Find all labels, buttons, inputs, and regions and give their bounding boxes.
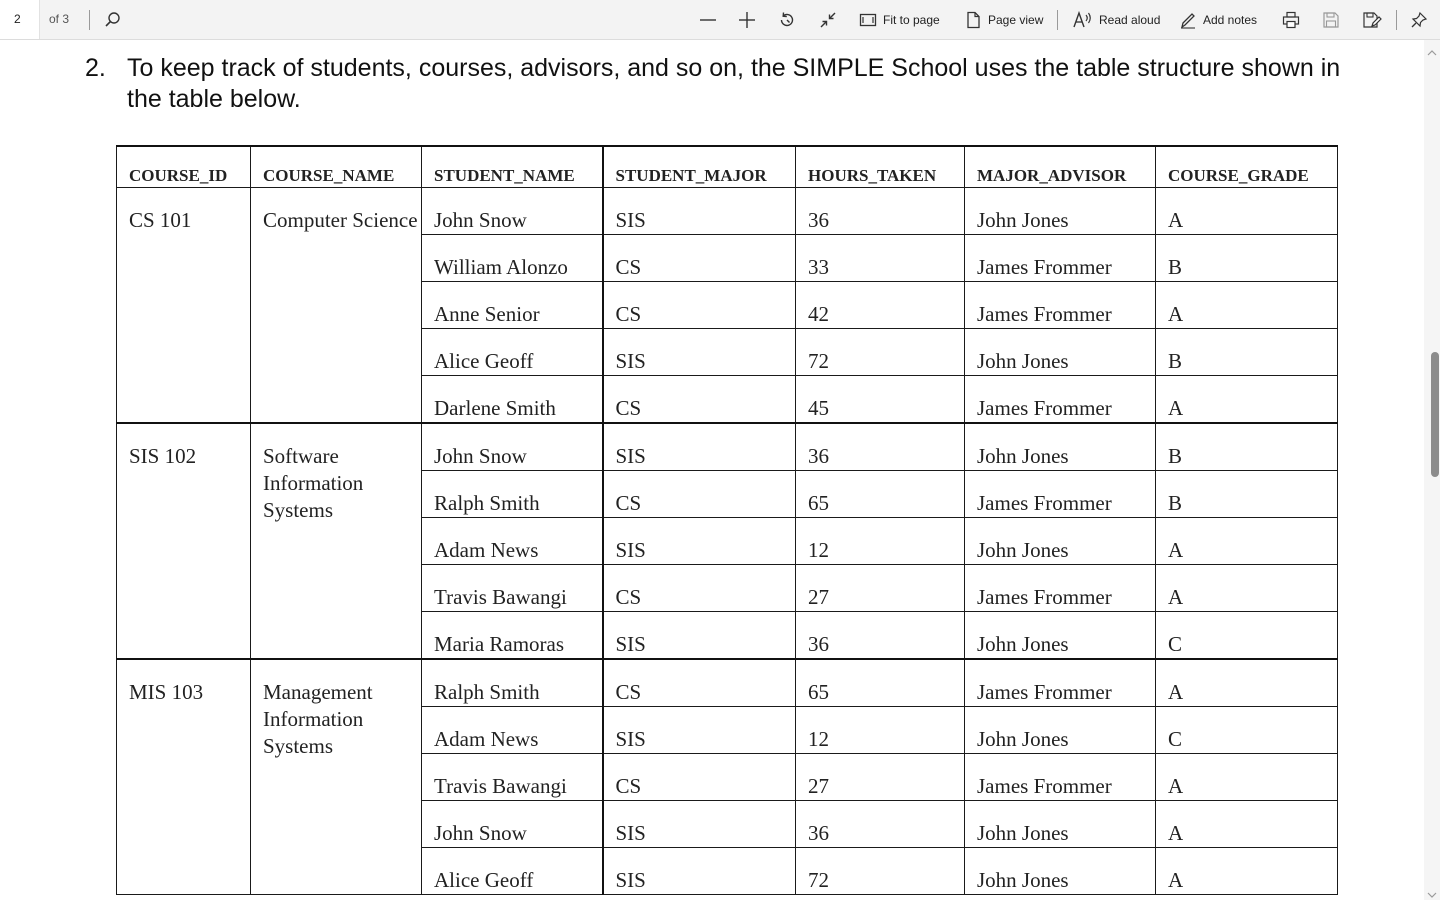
minus-icon xyxy=(699,11,717,29)
major-advisor-cell: John Jones xyxy=(965,328,1156,375)
toolbar-divider xyxy=(89,10,90,30)
rotate-button[interactable] xyxy=(778,4,796,36)
student-name-cell: John Snow xyxy=(422,423,603,471)
student-major-cell: CS xyxy=(603,659,796,707)
col-student-name-header: STUDENT_NAME xyxy=(422,146,603,187)
toolbar-divider xyxy=(1396,10,1397,30)
major-advisor-cell: John Jones xyxy=(965,800,1156,847)
student-major-cell: SIS xyxy=(603,423,796,471)
student-major-cell: CS xyxy=(603,375,796,423)
hours-taken-cell: 36 xyxy=(796,800,965,847)
page-view-button[interactable] xyxy=(964,4,1043,36)
course-grade-cell: A xyxy=(1156,847,1338,894)
printer-icon xyxy=(1282,11,1300,29)
student-major-cell: SIS xyxy=(603,800,796,847)
print-button[interactable] xyxy=(1282,4,1300,36)
course-grade-cell: A xyxy=(1156,659,1338,707)
major-advisor-cell: John Jones xyxy=(965,517,1156,564)
course-grade-cell: B xyxy=(1156,328,1338,375)
collapse-button[interactable] xyxy=(819,4,837,36)
page-view-icon xyxy=(964,11,982,29)
major-advisor-cell: James Frommer xyxy=(965,564,1156,611)
hours-taken-cell: 36 xyxy=(796,423,965,471)
col-student-major-header: STUDENT_MAJOR xyxy=(603,146,796,187)
student-major-cell: SIS xyxy=(603,187,796,234)
fit-to-page-button[interactable] xyxy=(859,4,940,36)
course-grade-cell: A xyxy=(1156,800,1338,847)
search-icon xyxy=(104,11,122,29)
save-as-icon xyxy=(1362,11,1382,29)
hours-taken-cell: 12 xyxy=(796,706,965,753)
fit-page-icon xyxy=(859,11,877,29)
course-grade-cell: A xyxy=(1156,564,1338,611)
course-grade-cell: B xyxy=(1156,470,1338,517)
col-course-grade-header: COURSE_GRADE xyxy=(1156,146,1338,187)
course-grade-cell: B xyxy=(1156,234,1338,281)
student-major-cell: SIS xyxy=(603,847,796,894)
read-aloud-button[interactable] xyxy=(1073,4,1160,36)
hours-taken-cell: 65 xyxy=(796,659,965,707)
hours-taken-cell: 72 xyxy=(796,328,965,375)
major-advisor-cell: John Jones xyxy=(965,611,1156,659)
course-grade-cell: C xyxy=(1156,611,1338,659)
major-advisor-cell: John Jones xyxy=(965,847,1156,894)
col-hours-taken-header: HOURS_TAKEN xyxy=(796,146,965,187)
read-aloud-label: Read aloud xyxy=(1099,13,1161,27)
student-name-cell: Darlene Smith xyxy=(422,375,603,423)
major-advisor-cell: John Jones xyxy=(965,187,1156,234)
save-icon xyxy=(1322,11,1340,29)
course-id-cell: SIS 102 xyxy=(117,423,251,659)
major-advisor-cell: James Frommer xyxy=(965,281,1156,328)
pdf-toolbar xyxy=(0,0,1440,40)
pin-icon xyxy=(1410,11,1428,29)
student-name-cell: William Alonzo xyxy=(422,234,603,281)
major-advisor-cell: James Frommer xyxy=(965,659,1156,707)
table-header-row xyxy=(117,146,1338,187)
major-advisor-cell: James Frommer xyxy=(965,470,1156,517)
course-grade-cell: A xyxy=(1156,281,1338,328)
course-grade-cell: C xyxy=(1156,706,1338,753)
student-major-cell: CS xyxy=(603,281,796,328)
student-name-cell: Alice Geoff xyxy=(422,328,603,375)
course-table xyxy=(116,145,1338,895)
collapse-icon xyxy=(819,11,837,29)
course-grade-cell: A xyxy=(1156,187,1338,234)
table-row xyxy=(117,659,1338,707)
student-major-cell: SIS xyxy=(603,611,796,659)
hours-taken-cell: 36 xyxy=(796,611,965,659)
student-name-cell: Adam News xyxy=(422,517,603,564)
student-major-cell: SIS xyxy=(603,706,796,753)
major-advisor-cell: James Frommer xyxy=(965,234,1156,281)
hours-taken-cell: 42 xyxy=(796,281,965,328)
read-aloud-icon xyxy=(1073,11,1093,29)
student-major-cell: CS xyxy=(603,470,796,517)
rotate-icon xyxy=(778,11,796,29)
document-page xyxy=(0,40,1424,900)
course-name-cell: Management Information Systems xyxy=(251,659,422,895)
scroll-up-arrow-icon[interactable] xyxy=(1427,44,1437,52)
find-button[interactable] xyxy=(104,4,122,36)
hours-taken-cell: 12 xyxy=(796,517,965,564)
add-notes-label: Add notes xyxy=(1203,13,1258,27)
page-number-input[interactable]: 2 xyxy=(0,0,40,39)
hours-taken-cell: 72 xyxy=(796,847,965,894)
hours-taken-cell: 45 xyxy=(796,375,965,423)
major-advisor-cell: John Jones xyxy=(965,706,1156,753)
student-name-cell: Maria Ramoras xyxy=(422,611,603,659)
save-button[interactable] xyxy=(1322,4,1340,36)
course-grade-cell: A xyxy=(1156,517,1338,564)
plus-icon xyxy=(738,11,756,29)
hours-taken-cell: 33 xyxy=(796,234,965,281)
course-id-cell: CS 101 xyxy=(117,187,251,423)
pin-toolbar-button[interactable] xyxy=(1410,4,1428,36)
col-course-name-header: COURSE_NAME xyxy=(251,146,422,187)
student-major-cell: CS xyxy=(603,234,796,281)
course-grade-cell: A xyxy=(1156,753,1338,800)
course-grade-cell: B xyxy=(1156,423,1338,471)
scroll-down-arrow-icon[interactable] xyxy=(1427,886,1437,894)
student-name-cell: Adam News xyxy=(422,706,603,753)
student-name-cell: Anne Senior xyxy=(422,281,603,328)
student-name-cell: Travis Bawangi xyxy=(422,564,603,611)
student-major-cell: CS xyxy=(603,753,796,800)
pen-icon xyxy=(1179,11,1197,29)
page-view-label: Page view xyxy=(988,13,1044,27)
page-total-label: of 3 xyxy=(49,12,70,26)
col-major-advisor-header: MAJOR_ADVISOR xyxy=(965,146,1156,187)
col-course-id-header: COURSE_ID xyxy=(117,146,251,187)
student-name-cell: Ralph Smith xyxy=(422,470,603,517)
course-name-cell: Software Information Systems xyxy=(251,423,422,659)
hours-taken-cell: 27 xyxy=(796,753,965,800)
toolbar-divider xyxy=(1057,10,1058,30)
zoom-in-button[interactable] xyxy=(738,4,756,36)
major-advisor-cell: James Frommer xyxy=(965,753,1156,800)
scrollbar-thumb[interactable] xyxy=(1431,352,1439,477)
student-name-cell: Alice Geoff xyxy=(422,847,603,894)
student-major-cell: SIS xyxy=(603,328,796,375)
student-major-cell: SIS xyxy=(603,517,796,564)
fit-to-page-label: Fit to page xyxy=(883,13,940,27)
question-text: To keep track of students, courses, advisors, and so on, the SIMPLE School uses the table structure shown in the table below. xyxy=(127,54,1341,113)
hours-taken-cell: 65 xyxy=(796,470,965,517)
student-name-cell: Ralph Smith xyxy=(422,659,603,707)
major-advisor-cell: John Jones xyxy=(965,423,1156,471)
table-row xyxy=(117,187,1338,234)
student-major-cell: CS xyxy=(603,564,796,611)
student-name-cell: John Snow xyxy=(422,800,603,847)
zoom-out-button[interactable] xyxy=(699,4,717,36)
course-grade-cell: A xyxy=(1156,375,1338,423)
course-name-cell: Computer Science xyxy=(251,187,422,423)
question-number: 2. xyxy=(85,54,106,82)
hours-taken-cell: 36 xyxy=(796,187,965,234)
course-id-cell: MIS 103 xyxy=(117,659,251,895)
table-row xyxy=(117,423,1338,471)
save-as-button[interactable] xyxy=(1362,4,1382,36)
hours-taken-cell: 27 xyxy=(796,564,965,611)
student-name-cell: Travis Bawangi xyxy=(422,753,603,800)
major-advisor-cell: James Frommer xyxy=(965,375,1156,423)
add-notes-button[interactable] xyxy=(1179,4,1257,36)
student-name-cell: John Snow xyxy=(422,187,603,234)
